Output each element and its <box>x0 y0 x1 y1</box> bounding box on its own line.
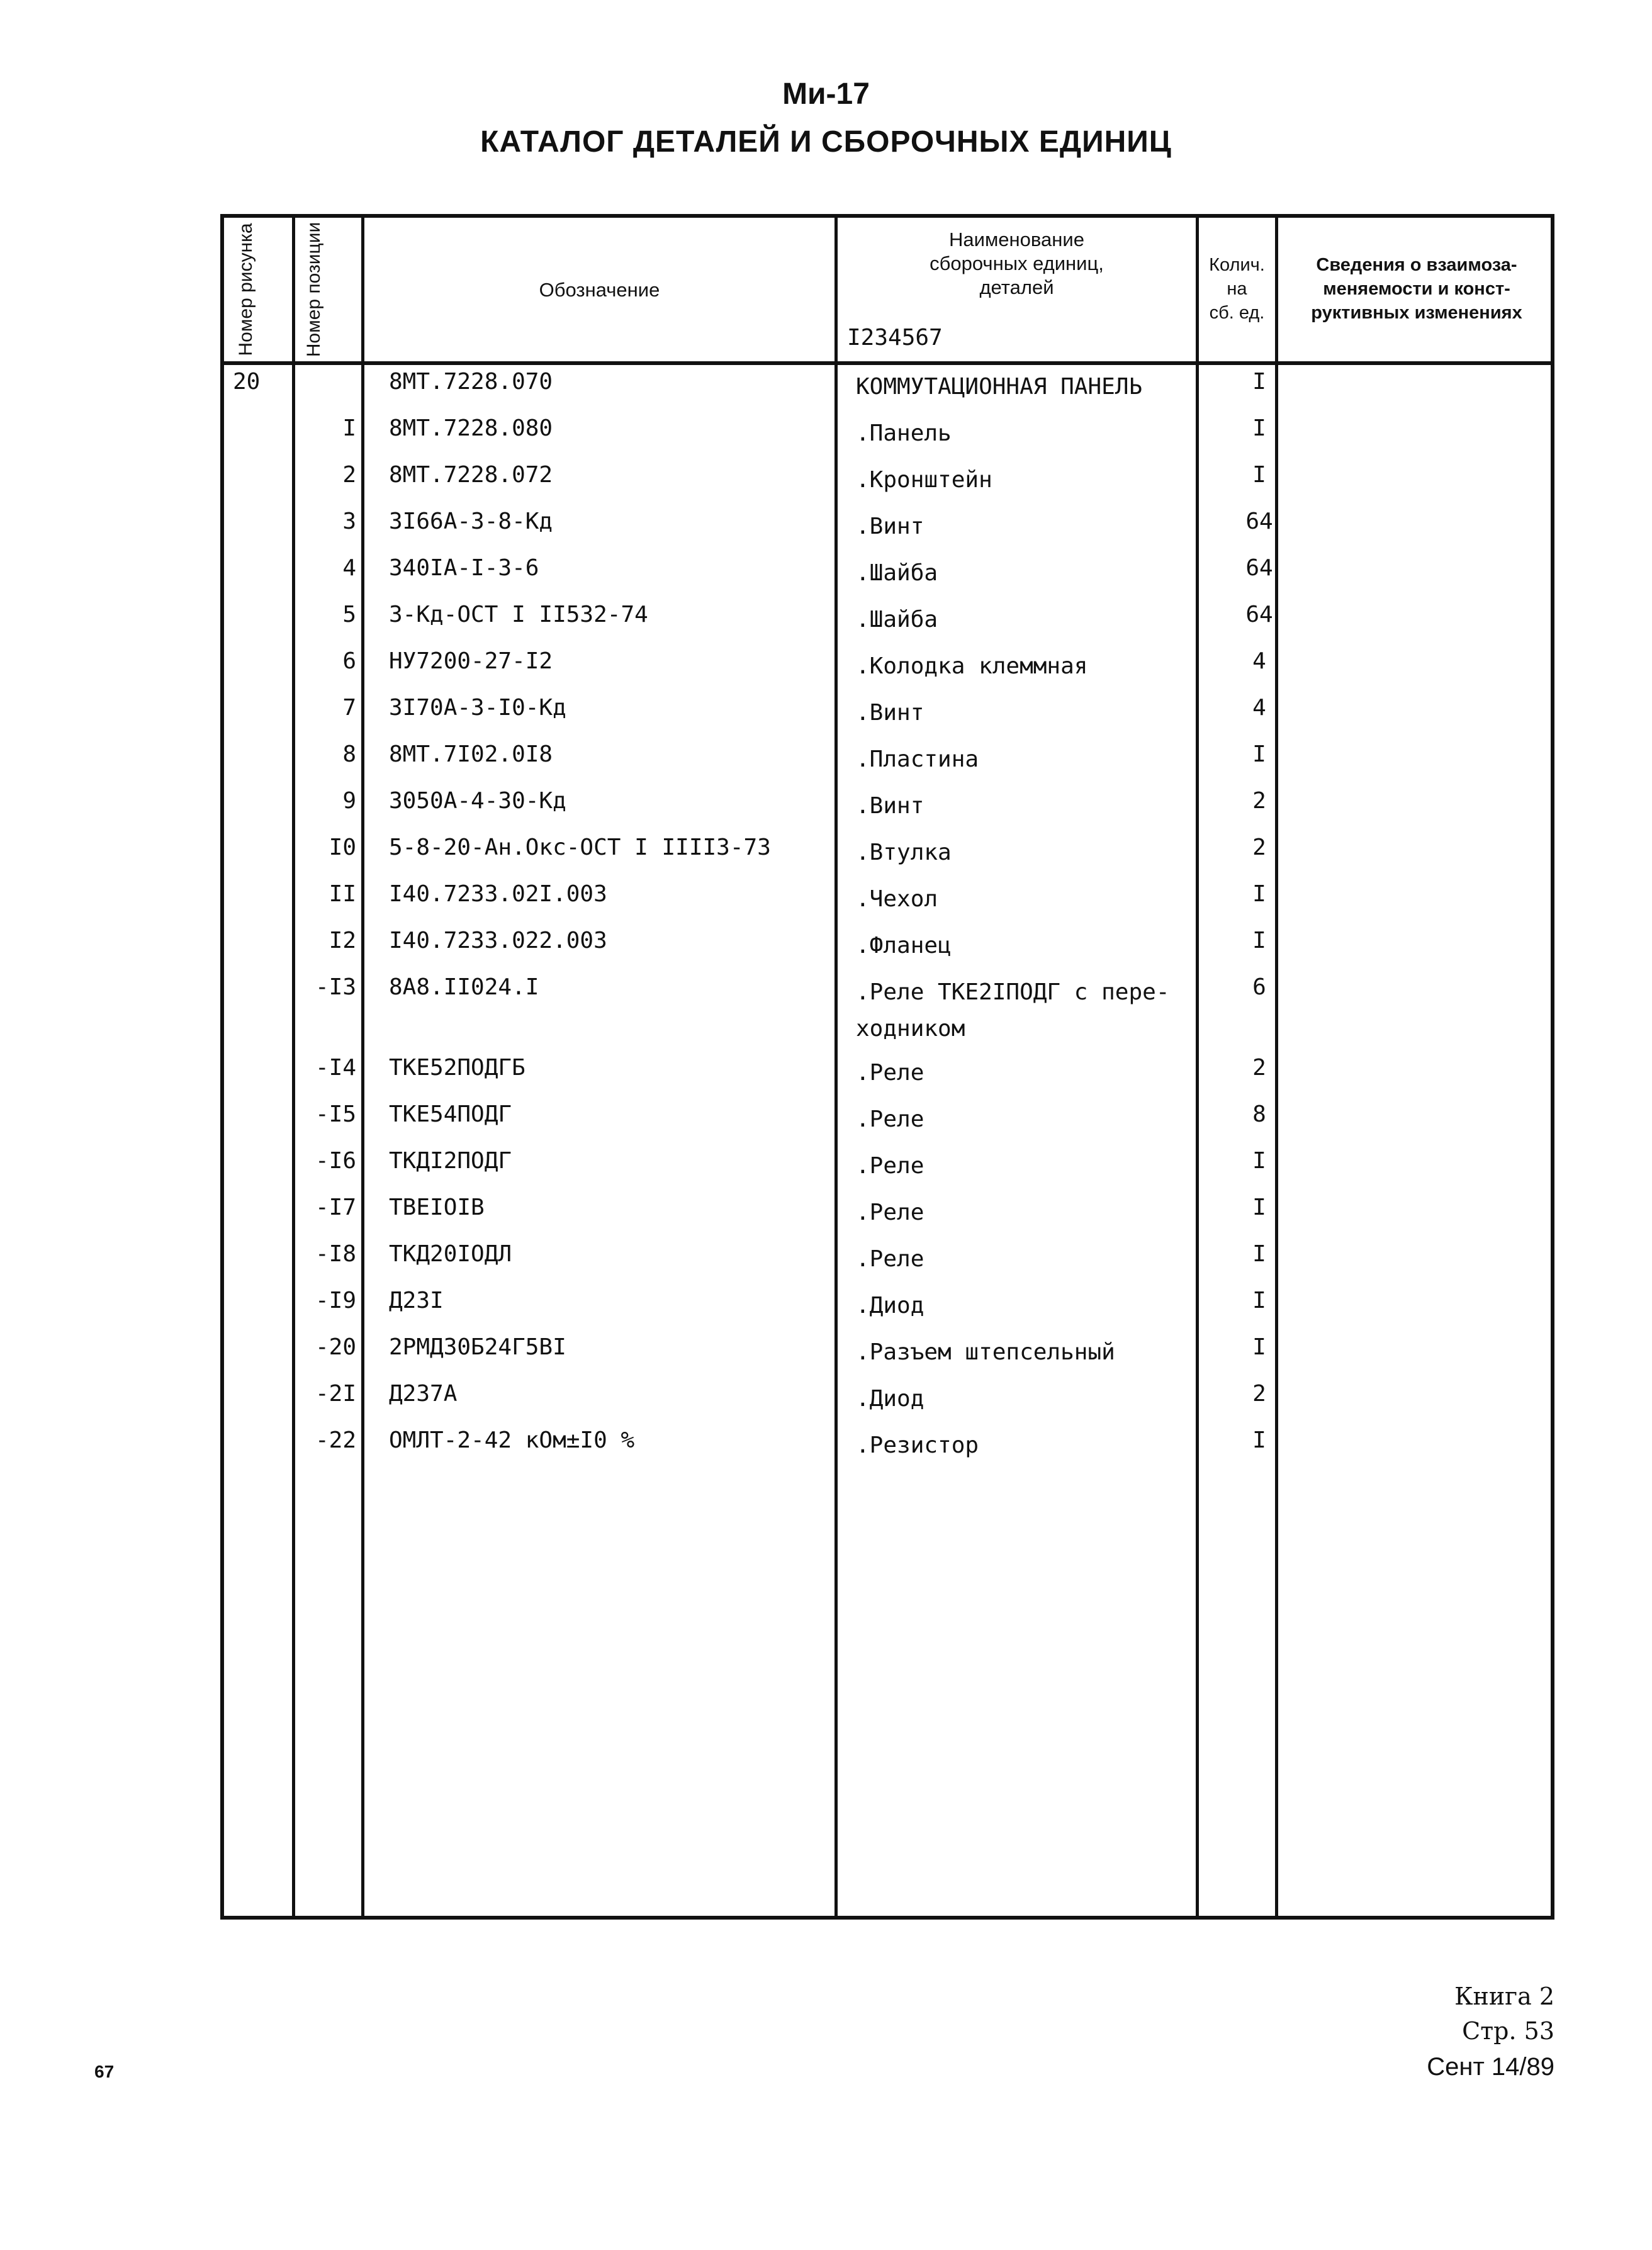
quantity-cell: 6 <box>1252 974 1266 1000</box>
footer-date: Сент 14/89 <box>1427 2053 1554 2081</box>
header-name-line: сборочных единиц, <box>930 252 1104 274</box>
name-cell: .Реле ТКЕ2IПОДГ с пере-ходником <box>856 979 1170 1042</box>
designation-cell: 340IА-I-3-6 <box>389 555 539 581</box>
quantity-cell: 2 <box>1252 835 1266 860</box>
position-number-cell: 7 <box>342 695 356 721</box>
position-number-cell: -I6 <box>315 1148 356 1174</box>
table-row <box>224 509 1551 555</box>
quantity-cell: I <box>1252 741 1266 767</box>
header-qty-line: Колич. <box>1209 255 1265 275</box>
designation-cell: 5-8-20-Ан.Окс-ОСТ I IIII3-73 <box>389 835 771 860</box>
designation-cell: I40.7233.02I.003 <box>389 881 607 907</box>
header-name-line: деталей <box>979 276 1054 298</box>
quantity-cell: I <box>1252 1241 1266 1267</box>
header-divider <box>224 361 1551 365</box>
document-title: КАТАЛОГ ДЕТАЛЕЙ И СБОРОЧНЫХ ЕДИНИЦ <box>480 125 1172 159</box>
position-number-cell: 9 <box>342 788 356 814</box>
designation-cell: 3-Кд-ОСТ I II532-74 <box>389 602 648 627</box>
header-designation: Обозначение <box>539 279 660 301</box>
quantity-cell: 2 <box>1252 1055 1266 1081</box>
header-info-line: меняемости и конст- <box>1323 279 1510 299</box>
name-cell: КОММУТАЦИОННАЯ ПАНЕЛЬ <box>856 374 1143 400</box>
designation-cell: ТКД20IОДЛ <box>389 1241 512 1267</box>
name-cell: .Винт <box>856 700 924 726</box>
position-number-cell: I2 <box>329 928 356 953</box>
position-number-cell: -2I <box>315 1381 356 1407</box>
quantity-cell: 4 <box>1252 648 1266 674</box>
position-number-cell: I0 <box>329 835 356 860</box>
table-row <box>224 1381 1551 1427</box>
designation-cell: 3I70А-3-I0-Кд <box>389 695 566 721</box>
name-cell: .Шайба <box>856 607 938 633</box>
table-row <box>224 1334 1551 1381</box>
quantity-cell: I <box>1252 928 1266 953</box>
position-number-cell: 3 <box>342 509 356 534</box>
name-cell: .Винт <box>856 514 924 539</box>
position-number-cell: -I3 <box>315 974 356 1000</box>
header-position-number: Номер позиции <box>303 222 324 357</box>
name-cell: .Кронштейн <box>856 467 992 493</box>
designation-cell: I40.7233.022.003 <box>389 928 607 953</box>
name-cell: .Диод <box>856 1293 924 1319</box>
name-cell: .Панель <box>856 420 952 446</box>
quantity-cell: 8 <box>1252 1101 1266 1127</box>
designation-cell: НУ7200-27-I2 <box>389 648 553 674</box>
designation-cell: ТКЕ54ПОДГ <box>389 1101 512 1127</box>
sheet-number: 67 <box>94 2062 115 2081</box>
header-interchangeability <box>1278 253 1555 325</box>
position-number-cell: 6 <box>342 648 356 674</box>
table-row <box>224 415 1551 462</box>
table-row <box>224 1241 1551 1288</box>
position-number-cell: 8 <box>342 741 356 767</box>
quantity-cell: I <box>1252 1288 1266 1313</box>
table-row <box>224 1055 1551 1101</box>
table-row <box>224 928 1551 974</box>
position-number-cell: 4 <box>342 555 356 581</box>
designation-cell: Д23I <box>389 1288 444 1313</box>
position-number-cell: -20 <box>315 1334 356 1360</box>
table-row <box>224 602 1551 648</box>
table-row <box>224 881 1551 928</box>
position-number-cell: II <box>329 881 356 907</box>
name-cell: .Реле <box>856 1106 924 1132</box>
table-row <box>224 1101 1551 1148</box>
header-info-line: руктивных изменениях <box>1311 303 1522 323</box>
name-cell: .Реле <box>856 1060 924 1086</box>
position-number-cell: 5 <box>342 602 356 627</box>
footer-book: Книга 2 <box>1454 1983 1554 2010</box>
quantity-cell: I <box>1252 1334 1266 1360</box>
designation-cell: ОМЛТ-2-42 кОм±I0 % <box>389 1427 635 1453</box>
quantity-cell: 64 <box>1245 555 1273 581</box>
quantity-cell: I <box>1252 415 1266 441</box>
designation-cell: 2РМДЗ0Б24Г5ВI <box>389 1334 566 1360</box>
designation-cell: ТКДI2ПОДГ <box>389 1148 512 1174</box>
header-qty-line: на <box>1227 279 1247 299</box>
name-cell: .Диод <box>856 1386 924 1412</box>
designation-cell: ТВЕIОIВ <box>389 1195 485 1220</box>
quantity-cell: 2 <box>1252 788 1266 814</box>
name-cell: .Чехол <box>856 886 938 912</box>
figure-number-cell: 20 <box>233 369 261 395</box>
table-row <box>224 695 1551 741</box>
header-info-line: Сведения о взаимоза- <box>1316 255 1517 275</box>
position-number-cell: -I7 <box>315 1195 356 1220</box>
name-cell: .Разъем штепсельный <box>856 1339 1115 1365</box>
table-row <box>224 1427 1551 1474</box>
header-quantity <box>1199 253 1275 325</box>
position-number-cell: -I4 <box>315 1055 356 1081</box>
quantity-cell: 64 <box>1245 602 1273 627</box>
table-row <box>224 1288 1551 1334</box>
designation-cell: 8А8.II024.I <box>389 974 539 1000</box>
name-cell: .Реле <box>856 1246 924 1272</box>
quantity-cell: 64 <box>1245 509 1273 534</box>
table-row <box>224 369 1551 415</box>
quantity-cell: I <box>1252 1427 1266 1453</box>
designation-cell: 8МТ.7228.070 <box>389 369 553 395</box>
name-cell: .Резистор <box>856 1432 979 1458</box>
quantity-cell: I <box>1252 369 1266 395</box>
name-cell: .Пластина <box>856 746 979 772</box>
position-number-cell: -22 <box>315 1427 356 1453</box>
position-number-cell: -I8 <box>315 1241 356 1267</box>
designation-cell: 8МТ.7228.080 <box>389 415 553 441</box>
name-cell: .Винт <box>856 793 924 819</box>
quantity-cell: I <box>1252 462 1266 488</box>
name-cell: .Реле <box>856 1200 924 1225</box>
position-number-cell: -I5 <box>315 1101 356 1127</box>
quantity-cell: 4 <box>1252 695 1266 721</box>
header-name <box>838 228 1196 300</box>
quantity-cell: I <box>1252 1148 1266 1174</box>
name-cell: .Фланец <box>856 933 952 959</box>
position-number-cell: -I9 <box>315 1288 356 1313</box>
header-name-code: I234567 <box>847 325 943 351</box>
document-model: Ми-17 <box>782 77 870 111</box>
table-row <box>224 462 1551 509</box>
table-row <box>224 835 1551 881</box>
parts-table <box>220 214 1554 1920</box>
table-row <box>224 974 1551 1042</box>
table-row <box>224 1148 1551 1195</box>
designation-cell: 3I66А-3-8-Кд <box>389 509 553 534</box>
designation-cell: ТКЕ52ПОДГБ <box>389 1055 525 1081</box>
designation-cell: 3050А-4-30-Кд <box>389 788 566 814</box>
quantity-cell: I <box>1252 1195 1266 1220</box>
name-cell: .Колодка клеммная <box>856 653 1088 679</box>
table-row <box>224 1195 1551 1241</box>
designation-cell: Д237А <box>389 1381 458 1407</box>
name-cell: .Втулка <box>856 840 952 865</box>
table-row <box>224 555 1551 602</box>
quantity-cell: 2 <box>1252 1381 1266 1407</box>
designation-cell: 8МТ.7228.072 <box>389 462 553 488</box>
name-cell: .Шайба <box>856 560 938 586</box>
header-qty-line: сб. ед. <box>1209 303 1265 323</box>
table-row <box>224 741 1551 788</box>
name-cell: .Реле <box>856 1153 924 1179</box>
footer-page: Стр. 53 <box>1462 2017 1554 2045</box>
designation-cell: 8МТ.7I02.0I8 <box>389 741 553 767</box>
table-row <box>224 648 1551 695</box>
header-figure-number: Номер рисунка <box>235 223 256 356</box>
position-number-cell: 2 <box>342 462 356 488</box>
table-row <box>224 788 1551 835</box>
position-number-cell: I <box>342 415 356 441</box>
quantity-cell: I <box>1252 881 1266 907</box>
header-name-line: Наименование <box>949 228 1084 250</box>
